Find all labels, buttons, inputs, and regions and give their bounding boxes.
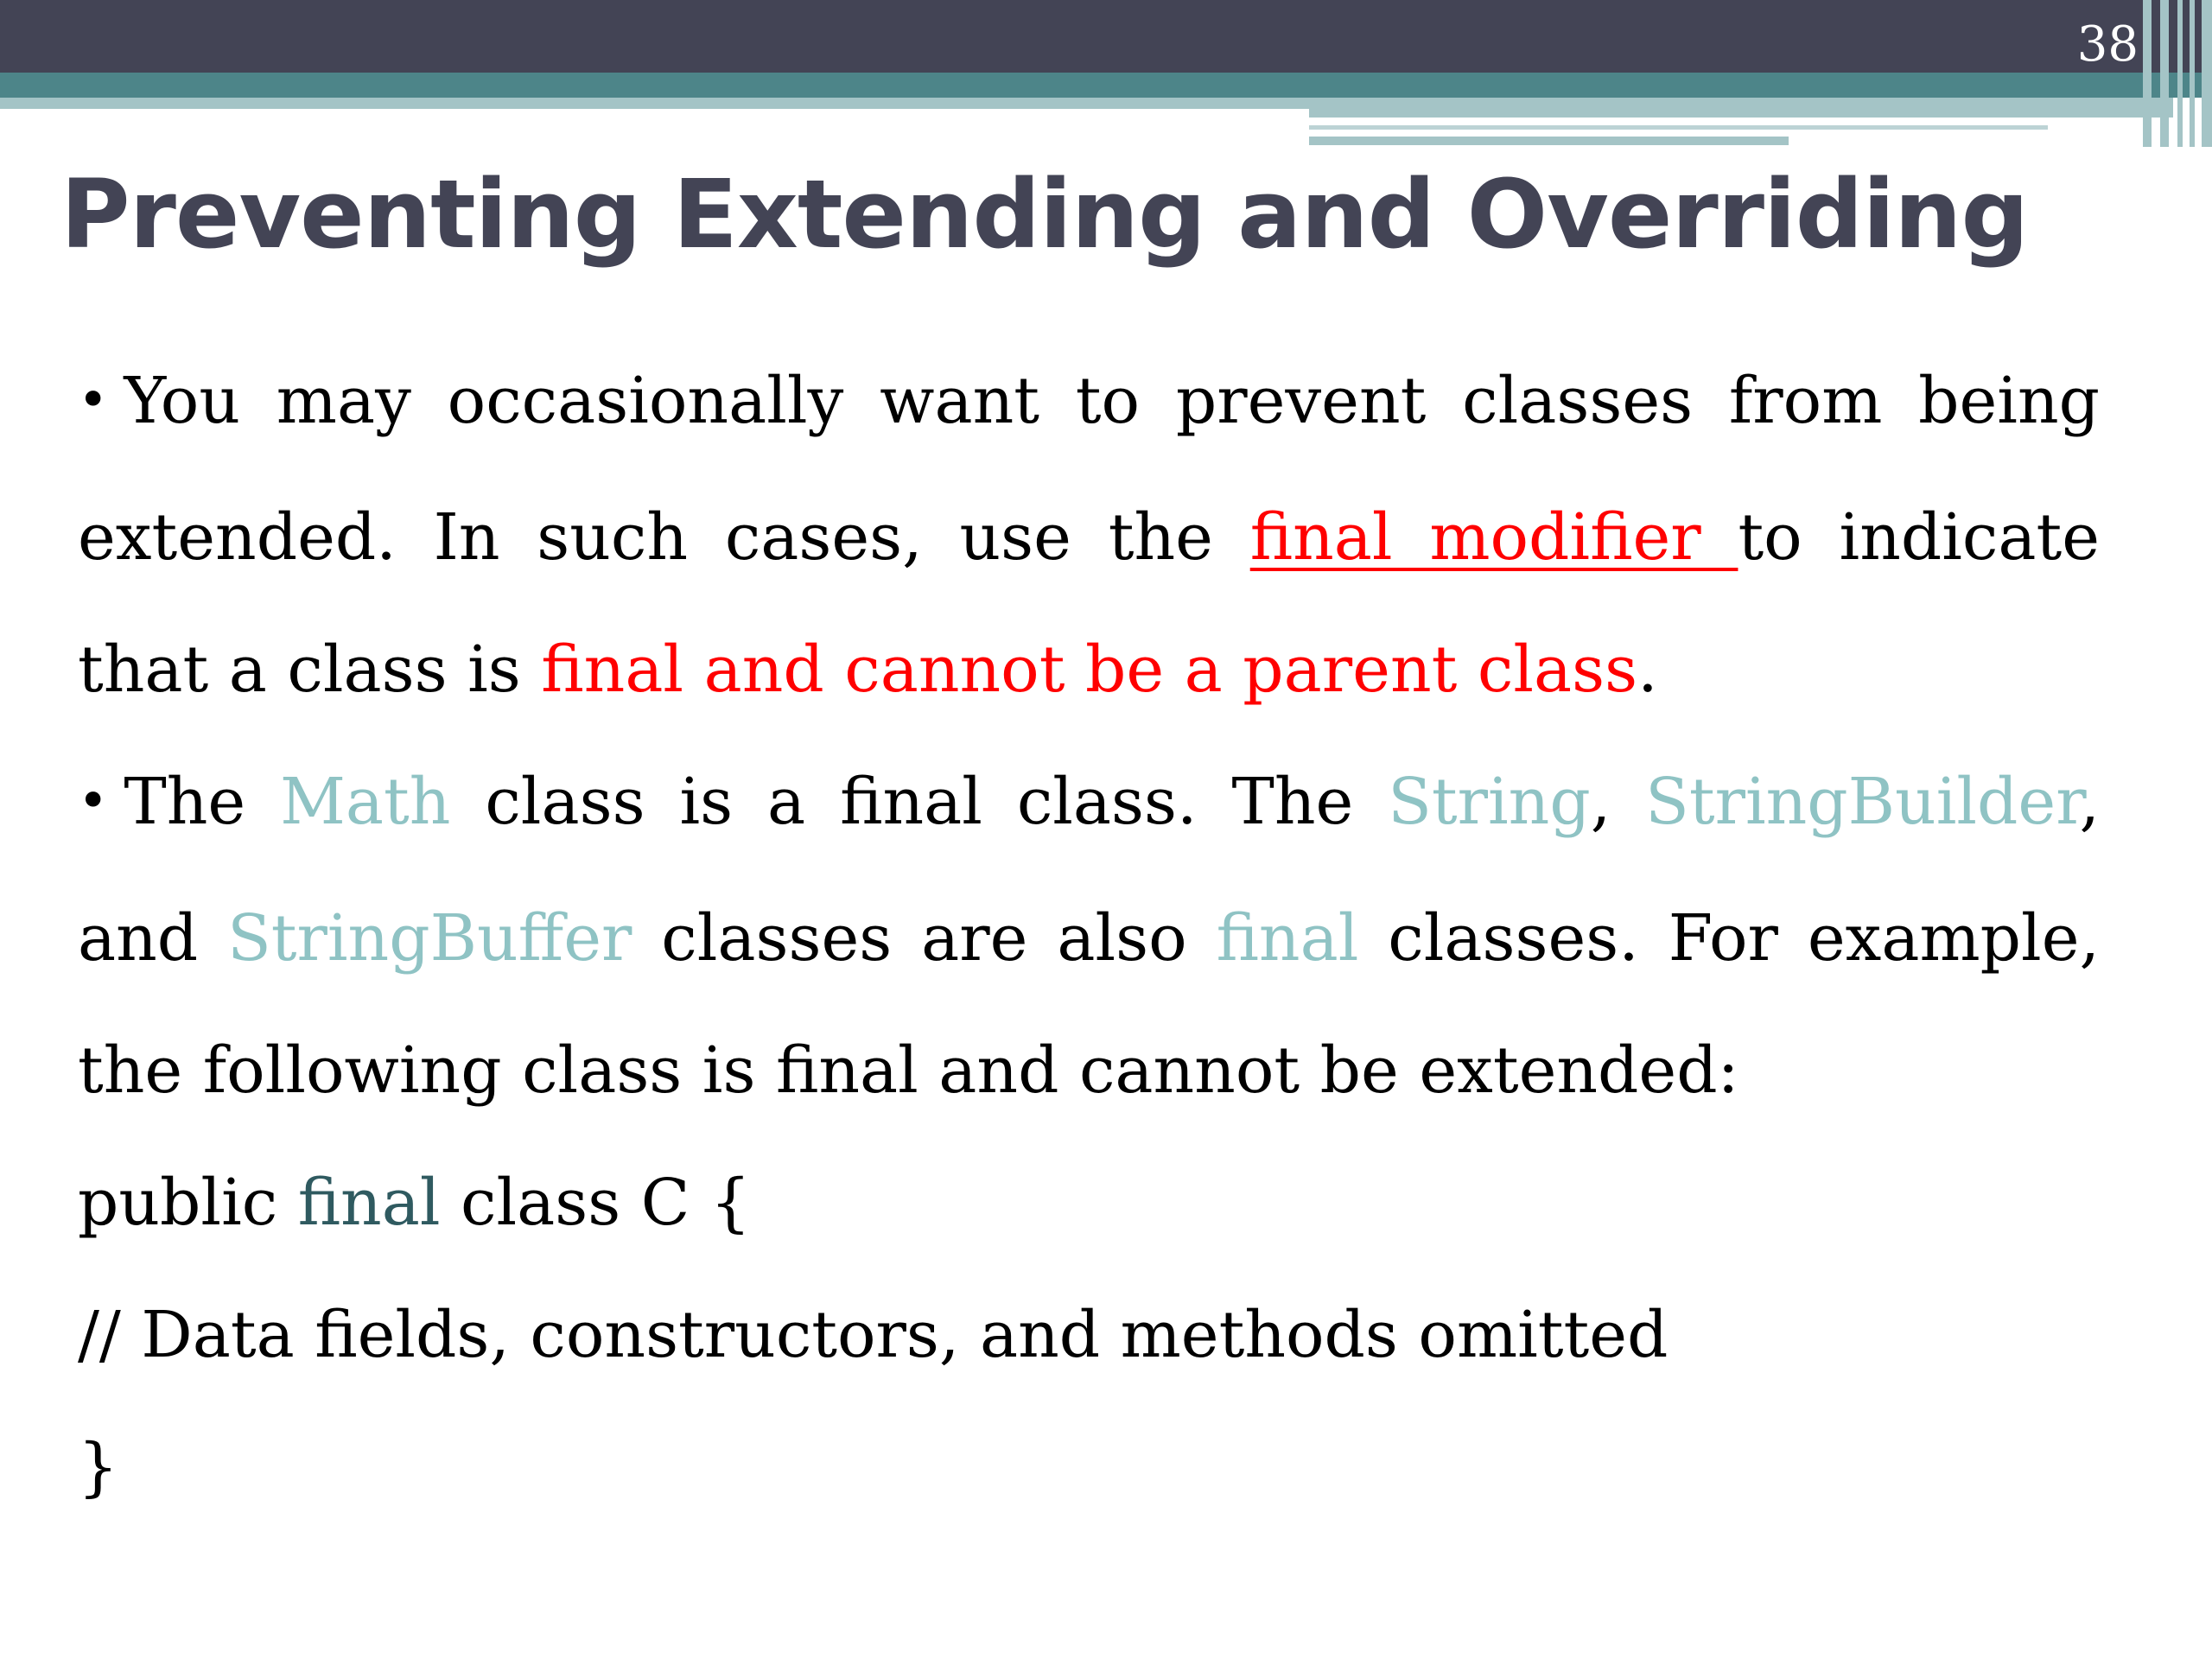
final-modifier-link[interactable]: final modifier [1249, 500, 1738, 575]
code-text: public [78, 1166, 298, 1240]
header-light-band [0, 98, 1309, 109]
text: classes. For example, the following class is final and cannot be extended: [78, 901, 2101, 1108]
header-vertical-stripe [2202, 0, 2212, 147]
text: , and [78, 765, 2100, 976]
header-right-band [1309, 98, 2173, 118]
text: . [1637, 632, 1658, 707]
slide-body [78, 335, 2100, 1534]
header-rule-lower [1309, 137, 1789, 145]
header-vertical-stripe [2190, 0, 2195, 147]
header-accent-band [0, 73, 2212, 98]
text: classes are also [632, 901, 1217, 976]
emphasis-text: final and cannot be a parent class [541, 632, 1638, 707]
code-line-comment: // Data fields, constructors, and methods omitted [78, 1298, 1669, 1372]
text: class is a final class. The [450, 765, 1389, 839]
bullet-icon: • [78, 771, 109, 831]
header-vertical-stripe [2143, 0, 2152, 147]
header-vertical-stripe [2160, 0, 2169, 147]
slide-number: 38 [2076, 16, 2139, 73]
class-name-stringbuilder: StringBuilder [1645, 765, 2080, 839]
text: The [124, 765, 281, 839]
header-bar [0, 0, 2212, 73]
class-name-math: Math [280, 765, 451, 839]
class-name-stringbuffer: StringBuffer [227, 901, 632, 976]
slide-title: Preventing Extending and Overriding [60, 159, 2029, 270]
header-vertical-stripe [2177, 0, 2183, 147]
bullet-icon: • [78, 370, 109, 430]
code-keyword-final: final [297, 1166, 441, 1240]
header-rule [1309, 125, 2048, 130]
bullet-paragraph-final-examples [78, 736, 2100, 1137]
code-line-closing-brace: } [78, 1430, 119, 1504]
text: , [1590, 765, 1646, 839]
class-name-string: String [1388, 765, 1591, 839]
keyword-final: final [1216, 901, 1359, 976]
code-text: class C { [440, 1166, 751, 1240]
text: to indicate that a class is [78, 500, 2100, 707]
code-line-class-declaration [78, 1137, 2100, 1269]
text: You may occasionally want to prevent classes from being extended. In such cases, use the [78, 364, 2100, 575]
bullet-paragraph-final-classes [78, 335, 2100, 736]
